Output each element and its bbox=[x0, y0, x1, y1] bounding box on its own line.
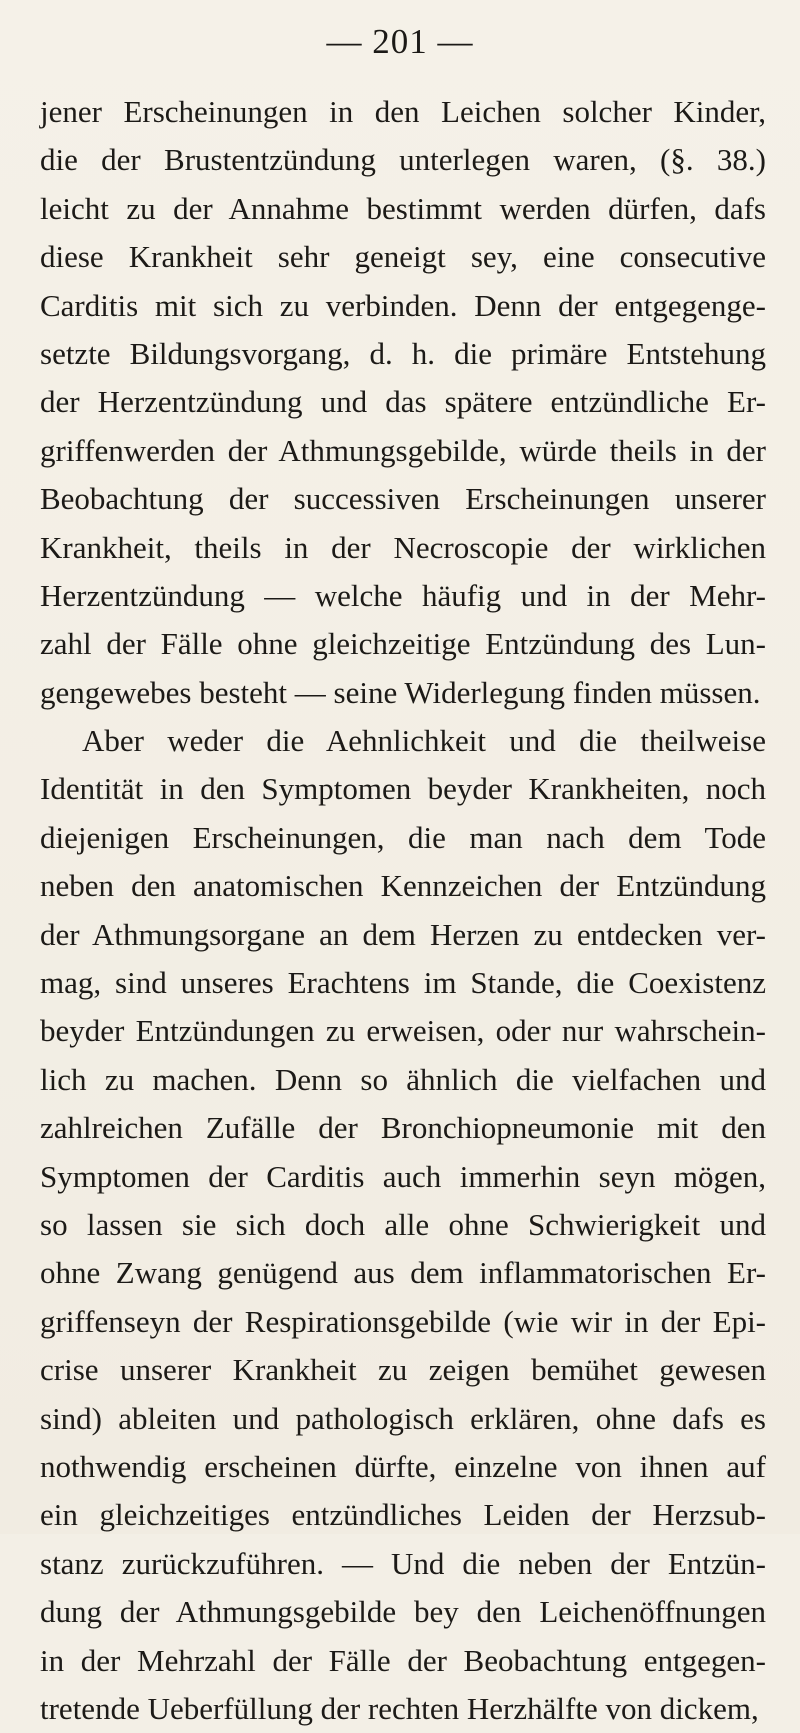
page-number: — 201 — bbox=[326, 22, 474, 61]
text-line: griffenseyn der Respirationsgebilde (wie wir in der Epi- bbox=[40, 1303, 766, 1339]
text-line: Krankheit, theils in der Necroscopie der wirklichen bbox=[40, 529, 766, 565]
text-line: die der Brustentzündung unterlegen waren, (§. 38.) bbox=[40, 142, 766, 178]
text-line: griffenwerden der Athmungsgebilde, würde theils in der bbox=[40, 432, 766, 468]
text-line: der Herzentzündung und das spätere entzündliche Er- bbox=[40, 384, 766, 420]
text-line: jener Erscheinungen in den Leichen solcher Kinder, bbox=[40, 94, 766, 129]
text-line: lich zu machen. Denn so ähnlich die vielfachen und bbox=[40, 1061, 766, 1097]
text-line: nothwendig erscheinen dürfte, einzelne von ihnen auf bbox=[40, 1448, 766, 1484]
text-line: der Athmungsorgane an dem Herzen zu entdecken ver- bbox=[40, 916, 766, 952]
text-line: Symptomen der Carditis auch immerhin seyn mögen, bbox=[40, 1158, 766, 1194]
text-line: diejenigen Erscheinungen, die man nach dem Tode bbox=[40, 819, 766, 855]
text-line: sind) ableiten und pathologisch erklären, ohne dafs es bbox=[40, 1400, 766, 1436]
text-line: zahlreichen Zufälle der Bronchiopneumonie mit den bbox=[40, 1110, 766, 1146]
text-line: tretende Ueberfüllung der rechten Herzhälfte von dickem, bbox=[40, 1690, 759, 1726]
text-line: ein gleichzeitiges entzündliches Leiden der Herzsub- bbox=[40, 1497, 766, 1533]
text-line: in der Mehrzahl der Fälle der Beobachtung entgegen- bbox=[40, 1642, 766, 1678]
text-line: neben den anatomischen Kennzeichen der Entzündung bbox=[40, 868, 766, 904]
text-line: so lassen sie sich doch alle ohne Schwierigkeit und bbox=[40, 1206, 766, 1242]
text-line: gengewebes besteht — seine Widerlegung finden müssen. bbox=[40, 674, 761, 710]
text-line: Aber weder die Aehnlichkeit und die theilweise bbox=[82, 723, 766, 759]
text-line: mag, sind unseres Erachtens im Stande, die Coexistenz bbox=[40, 965, 766, 1001]
text-line: beyder Entzündungen zu erweisen, oder nur wahrschein- bbox=[40, 1013, 766, 1049]
body-text bbox=[40, 88, 766, 1733]
text-line: Beobachtung der successiven Erscheinungen unserer bbox=[40, 481, 766, 517]
text-line: leicht zu der Annahme bestimmt werden dürfen, dafs bbox=[40, 190, 766, 226]
text-line: crise unserer Krankheit zu zeigen bemühet gewesen bbox=[40, 1352, 766, 1388]
text-line: dung der Athmungsgebilde bey den Leichenöffnungen bbox=[40, 1594, 766, 1630]
text-line: diese Krankheit sehr geneigt sey, eine consecutive bbox=[40, 239, 766, 275]
text-line: Herzentzündung — welche häufig und in der Mehr- bbox=[40, 577, 766, 613]
text-line: setzte Bildungsvorgang, d. h. die primäre Entstehung bbox=[40, 335, 766, 371]
text-line: ohne Zwang genügend aus dem inflammatorischen Er- bbox=[40, 1255, 766, 1291]
text-line: zahl der Fälle ohne gleichzeitige Entzündung des Lun- bbox=[40, 626, 766, 662]
text-line: Identität in den Symptomen beyder Krankheiten, noch bbox=[40, 771, 766, 807]
text-line: Carditis mit sich zu verbinden. Denn der entgegenge- bbox=[40, 287, 766, 323]
text-line: stanz zurückzuführen. — Und die neben der Entzün- bbox=[40, 1545, 766, 1581]
